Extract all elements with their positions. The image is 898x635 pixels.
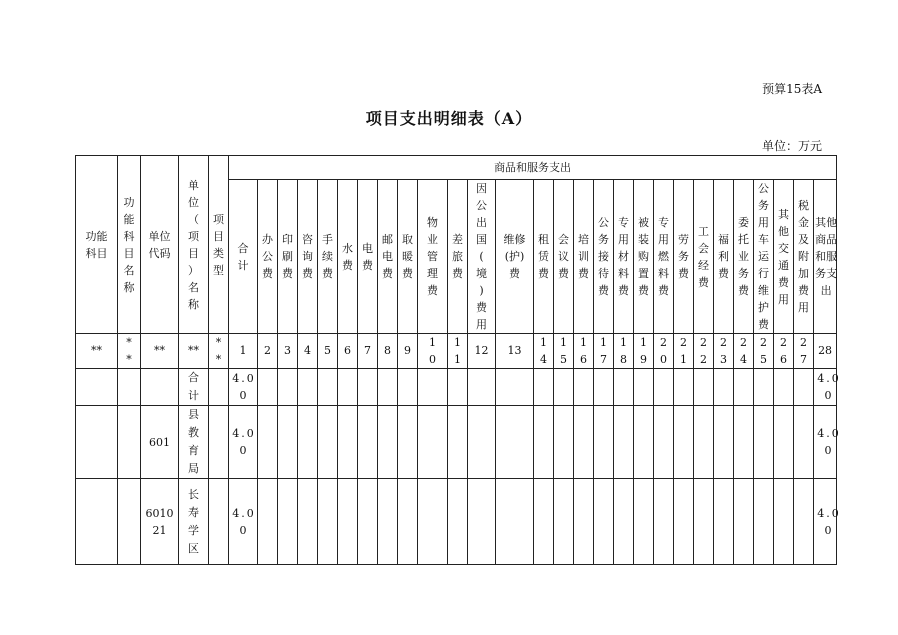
header-item: 邮电费	[378, 180, 398, 334]
unit-label: 单位：万元	[761, 139, 822, 153]
row-other: 4.00	[814, 369, 837, 406]
table-row	[76, 406, 837, 479]
index-cell: 15	[554, 334, 574, 369]
index-cell: 13	[496, 334, 534, 369]
header-item: 合计	[229, 180, 258, 334]
index-cell: 19	[634, 334, 654, 369]
row-unit-code: 601	[141, 406, 179, 479]
header-item: 福利费	[714, 180, 734, 334]
header-item: 因公出国(境)费用	[468, 180, 496, 334]
header-item: 咨询费	[298, 180, 318, 334]
header-item: 劳务费	[674, 180, 694, 334]
header-item: 印刷费	[278, 180, 298, 334]
index-cell: 21	[674, 334, 694, 369]
index-cell: 27	[794, 334, 814, 369]
header-item: 办公费	[258, 180, 278, 334]
index-cell: 6	[338, 334, 358, 369]
row-unit-code	[141, 369, 179, 406]
header-item: 租赁费	[534, 180, 554, 334]
row-total: 4.00	[229, 369, 258, 406]
index-cell: **	[209, 334, 229, 369]
index-cell: 25	[754, 334, 774, 369]
header-item: 公务接待费	[594, 180, 614, 334]
header-item: 公务用车运行维护费	[754, 180, 774, 334]
index-cell: 28	[814, 334, 837, 369]
header-item: 维修(护)费	[496, 180, 534, 334]
header-item: 培训费	[574, 180, 594, 334]
index-cell: 12	[468, 334, 496, 369]
header-row-group	[76, 156, 837, 180]
table-row	[76, 369, 837, 406]
header-type: 项目类型	[209, 156, 229, 334]
index-cell: 3	[278, 334, 298, 369]
row-unit-name: 长寿学区	[179, 479, 209, 565]
header-item: 电费	[358, 180, 378, 334]
budget-table	[75, 155, 841, 565]
row-unit-name: 合计	[179, 369, 209, 406]
header-item: 被装购置费	[634, 180, 654, 334]
header-unit-name: 单位（项目）名称	[179, 156, 209, 334]
index-cell: 10	[418, 334, 448, 369]
index-cell: 7	[358, 334, 378, 369]
header-item: 其他交通费用	[774, 180, 794, 334]
header-item: 委托业务费	[734, 180, 754, 334]
index-cell: 20	[654, 334, 674, 369]
header-item: 物业管理费	[418, 180, 448, 334]
index-cell: 22	[694, 334, 714, 369]
index-cell: 17	[594, 334, 614, 369]
index-cell: 9	[398, 334, 418, 369]
header-item: 工会经费	[694, 180, 714, 334]
index-cell: 16	[574, 334, 594, 369]
header-func: 功能科目	[76, 156, 118, 334]
index-row	[76, 334, 837, 369]
table-row	[76, 479, 837, 565]
header-item: 取暖费	[398, 180, 418, 334]
row-other: 4.00	[814, 479, 837, 565]
index-cell: **	[76, 334, 118, 369]
index-cell: 8	[378, 334, 398, 369]
header-item: 税金及附加费用	[794, 180, 814, 334]
index-cell: 14	[534, 334, 554, 369]
header-item: 专用燃料费	[654, 180, 674, 334]
index-cell: **	[179, 334, 209, 369]
index-cell: 24	[734, 334, 754, 369]
header-item: 专用材料费	[614, 180, 634, 334]
index-cell: 1	[229, 334, 258, 369]
index-cell: **	[118, 334, 141, 369]
index-cell: 18	[614, 334, 634, 369]
header-item: 差旅费	[448, 180, 468, 334]
table-code: 预算15表A	[762, 82, 822, 96]
header-item: 会议费	[554, 180, 574, 334]
header-unit-code: 单位代码	[141, 156, 179, 334]
page-title: 项目支出明细表（A）	[365, 109, 533, 128]
index-cell: 5	[318, 334, 338, 369]
index-cell: 4	[298, 334, 318, 369]
index-cell: **	[141, 334, 179, 369]
index-cell: 23	[714, 334, 734, 369]
row-unit-code: 601021	[141, 479, 179, 565]
header-func-name: 功能科目名称	[118, 156, 141, 334]
row-other: 4.00	[814, 406, 837, 479]
row-total: 4.00	[229, 479, 258, 565]
header-item: 水费	[338, 180, 358, 334]
header-goods-services: 商品和服务支出	[229, 156, 837, 180]
row-unit-name: 县教育局	[179, 406, 209, 479]
index-cell: 2	[258, 334, 278, 369]
header-item: 手续费	[318, 180, 338, 334]
index-cell: 26	[774, 334, 794, 369]
row-total: 4.00	[229, 406, 258, 479]
header-item: 其他商品和服务支出	[814, 180, 837, 334]
index-cell: 11	[448, 334, 468, 369]
